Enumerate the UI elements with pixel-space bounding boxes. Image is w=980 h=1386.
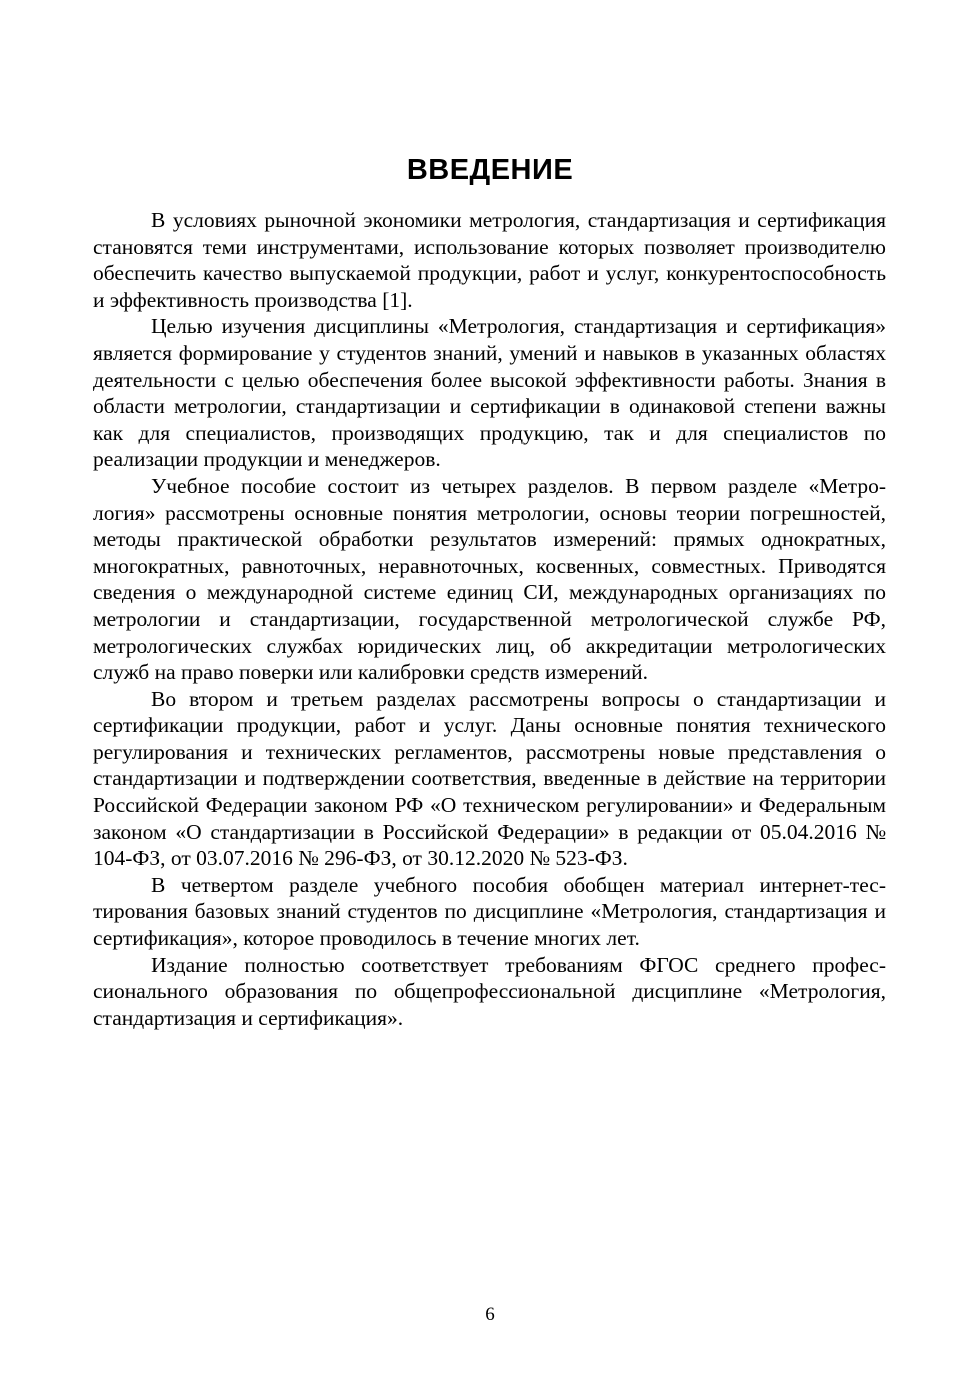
page-number: 6 bbox=[485, 1304, 495, 1325]
paragraph-goal: Целью изучения дисциплины «Метрология, стандартизация и сертификация» является формирование у студентов знаний, умений и навыков в указанных областях деятельности с целью обеспечения более высокой эффективности работы. Знания в области метрологии, стандартизации и сертификации в одинаковой степени важны как для специалистов, производящих продукцию, так и для специалистов по реализации продукции и менеджеров. bbox=[93, 314, 886, 472]
paragraph-structure: Учебное пособие состоит из четырех разделов. В первом разделе «Метрология» рассмотрены основные понятия метрологии, основы теории погрешностей, методы практической обработки результатов измерений: прямых однократных, многократных, равноточных, неравноточных, косвенных, совместных. Приводятся сведения о международной системе единиц СИ, международных организациях по метрологии и стандартизации, государственной метрологической службе РФ, метрологических службах юридических лиц, об аккредитации метрологических служб на право поверки или калибровки средств измерений. bbox=[93, 473, 886, 685]
paragraph-testing: В четвертом разделе учебного пособия обобщен материал интернет-тестирования базовых знаний студентов по дисциплине «Метрология, стандартизация и сертификация», которое проводилось в течение многих лет. bbox=[93, 872, 886, 951]
paragraph-compliance: Издание полностью соответствует требованиям ФГОС среднего профессионального образования по общепрофессиональной дисциплине «Метрология, стандартизация и сертификация». bbox=[93, 952, 886, 1030]
paragraph-intro: В условиях рыночной экономики метрология, стандартизация и сертификация становятся теми инструментами, использование которых позволяет производителю обеспечить качество выпускаемой продукции, работ и услуг, конкурентоспособность и эффективность производства [1]. bbox=[93, 208, 886, 312]
paragraph-standardization: Во втором и третьем разделах рассмотрены вопросы о стандартизации и сертификации продукции, работ и услуг. Даны основные понятия технического регулирования и технических регламентов, рассмотрены новые представления о стандартизации и подтверждении соответствия, введенные в действие на территории Российской Федерации законом РФ «О техническом регулировании» и Федеральным законом «О стандартизации в Российской Федерации» в редакции от 05.04.2016 № 104-ФЗ, от 03.07.2016 № 296-ФЗ, от 30.12.2020 № 523-ФЗ. bbox=[93, 686, 886, 871]
body-text bbox=[93, 207, 886, 1031]
page-title: ВВЕДЕНИЕ bbox=[406, 154, 574, 186]
